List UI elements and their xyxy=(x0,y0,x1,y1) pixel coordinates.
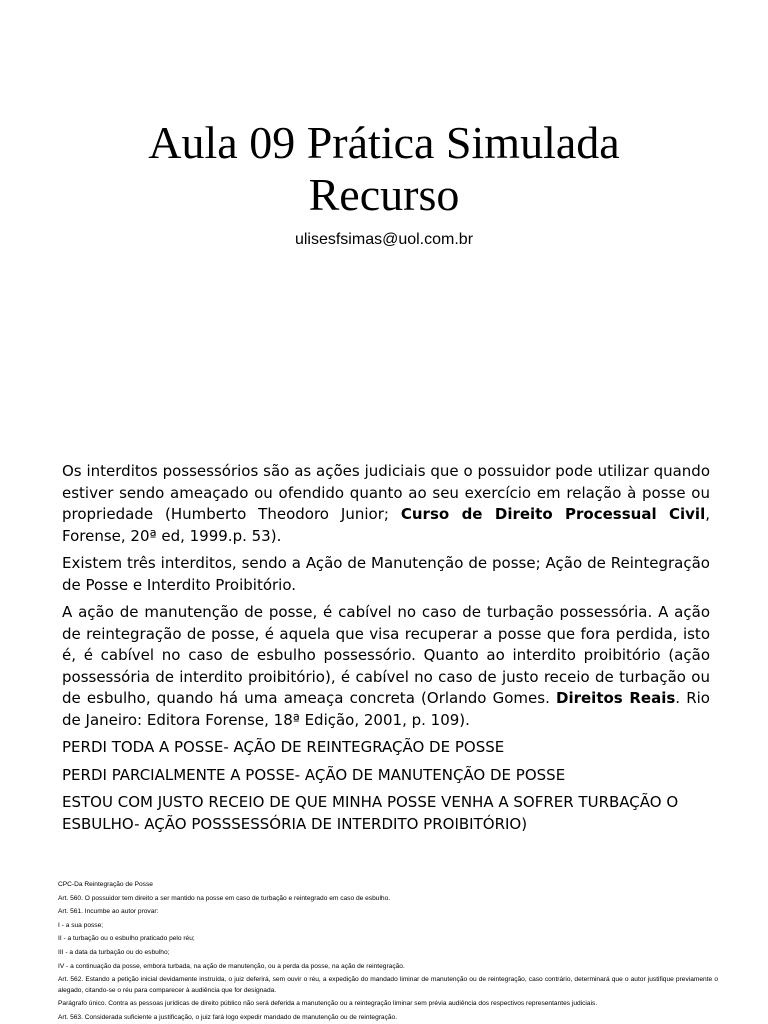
law-art-562: Art. 562. Estando a petição inicial devidamente instruída, o juiz deferirá, sem ouvir o réu, a expedição do mandado liminar de manutenção ou de reintegração, caso contrário, determinará que o autor justifique previamente o alegado, citando-se o réu para comparecer à audiência que for designada. xyxy=(58,976,718,994)
paragraph-interditos-definition xyxy=(62,461,710,547)
law-inciso-2: II - a turbação ou o esbulho praticado pelo réu; xyxy=(58,935,195,943)
p3-text-b: . Rio de Janeiro: Editora Forense, 18ª Edição, 2001, p. 109). xyxy=(62,689,710,729)
cpc-law-excerpt xyxy=(58,880,718,1024)
author-email: ulisesfsimas@uol.com.br xyxy=(294,231,474,248)
law-inciso-3: III - a data da turbação ou do esbulho; xyxy=(58,948,170,956)
p3-book-title: Direitos Reais xyxy=(556,689,676,707)
p3-text-a: A ação de manutenção de posse, é cabível no caso de turbação possessória. A ação de reintegração de posse, é aquela que visa recuperar a posse que fora perdida, isto é, é cabível no caso de esbulho possessório. Quanto ao interdito proibitório (ação possessória de interdito proibitório), é cabível no caso de justo receio de turbação ou de esbulho, quando há uma ameaça concreta (Orlando Gomes. xyxy=(62,603,710,707)
law-heading: CPC-Da Reintegração de Posse xyxy=(58,881,153,888)
title-slide xyxy=(0,0,768,430)
paragraph-three-interditos: Existem três interditos, sendo a Ação de Manutenção de posse; Ação de Reintegração de Posse e Interdito Proibitório. xyxy=(62,554,710,594)
law-inciso-4: IV - a continuação da posse, embora turbada, na ação de manutenção, ou a perda da posse, na ação de reintegração. xyxy=(58,962,405,970)
summary-line-reintegracao: PERDI TODA A POSSE- AÇÃO DE REINTEGRAÇÃO DE POSSE xyxy=(62,738,505,756)
p1-book-title: Curso de Direito Processual Civil xyxy=(400,505,706,523)
p1-text-b: , Forense, 20ª ed, 1999.p. 53). xyxy=(62,505,710,545)
slide-title-line-1: Aula 09 Prática Simulada xyxy=(148,117,620,168)
law-art-560: Art. 560. O possuidor tem direito a ser mantido na posse em caso de turbação e reintegrado em caso de esbulho. xyxy=(58,894,391,902)
interditos-slide xyxy=(62,461,710,841)
summary-line-interdito: ESTOU COM JUSTO RECEIO DE QUE MINHA POSSE VENHA A SOFRER TURBAÇÃO O ESBULHO- AÇÃO POSSSESSÓRIA DE INTERDITO PROIBITÓRIO) xyxy=(62,793,679,833)
law-inciso-1: I - a sua posse; xyxy=(58,921,104,929)
slide-title-line-2: Recurso xyxy=(308,169,460,220)
summary-line-manutencao: PERDI PARCIALMENTE A POSSE- AÇÃO DE MANUTENÇÃO DE POSSE xyxy=(62,765,566,784)
law-art-561: Art. 561. Incumbe ao autor provar: xyxy=(58,908,159,916)
p1-text-a: Os interditos possessórios são as ações judiciais que o possuidor pode utilizar quando estiver sendo ameaçado ou ofendido quanto ao seu exercício em relação à posse ou propriedade (Humberto Theodoro Junior; xyxy=(62,462,710,523)
paragraph-actions-explained xyxy=(62,602,710,731)
law-art-563: Art. 563. Considerada suficiente a justificação, o juiz fará logo expedir mandado de manutenção ou de reintegração. xyxy=(58,1013,398,1021)
law-paragrafo-unico: Parágrafo único. Contra as pessoas jurídicas de direito público não será deferida a manutenção ou a reintegração liminar sem prévia audiência dos respectivos representantes judiciais. xyxy=(58,1000,598,1008)
